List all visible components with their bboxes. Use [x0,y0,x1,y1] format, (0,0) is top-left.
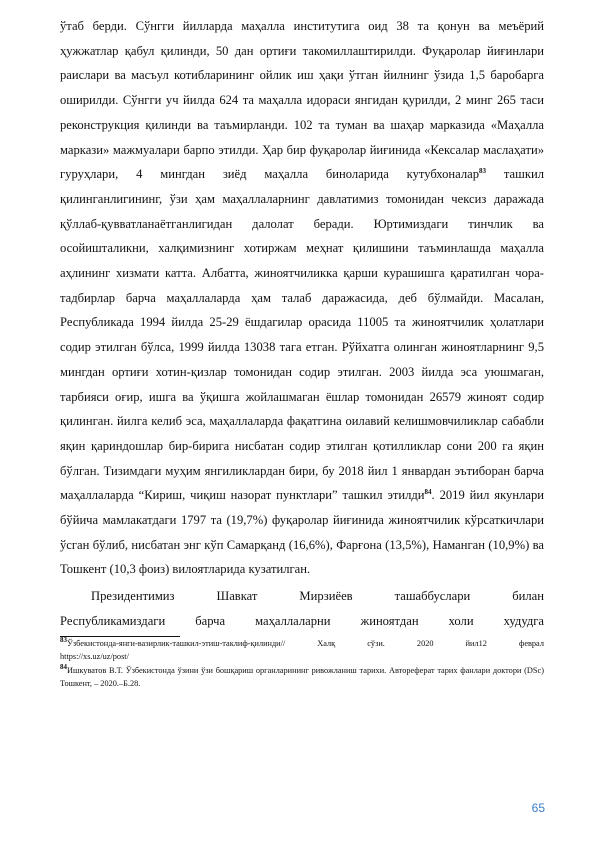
footnote-first-word [60,637,285,651]
footnote-number: 83 [60,635,67,644]
footnote-text: Ишкуватов В.Т. Ўзбекистонда ўзини ўзи бошқариш органларининг ривожланиш тарихи. Автореферат тарих фанлари доктори (DSc) Тошкент, – 2020.–Б.28. [60,665,544,689]
word: Президентимиз [91,589,175,604]
footnote-ref[interactable]: 83 [479,167,487,176]
paragraph-text: . 2019 йил якунлари бўйича мамлакатдаги 1797 та (19,7%) фуқаролар йиғинида жиноятчилик кўрсаткичлари ўсган бўлиб, нисбатан энг кўп Самарқанд (16,6%), Фарғона (13,5%), Наманган (10,9%) ва Тошкент (10,3 фоиз) вилоятларида кузатилган. [60,488,544,577]
word: Ўзбекистонда-янги-вазирлик-ташкил-этиш-таклиф-қилинди// [67,638,286,648]
footnote-number: 84 [60,662,67,671]
paragraph-line [60,584,544,609]
word: Шавкат [216,589,258,604]
footnote-ref[interactable]: 84 [424,488,432,497]
word: 2020 [416,638,434,648]
paragraph-text: ташкил қилинганлигининг, ўзи ҳам маҳаллаларнинг давлатимиз томонидан чексиз даражада қўллаб-қувватланаётганлигидан далолат беради. Юртимиздаги тинчлик ва осойишталикни, халқимизнинг хотиржам меҳнат қилишини таъминлашда маҳалла аҳлининг хизмати катта. Албатта, жиноятчиликка қарши курашишга қаратилган чора-тадбирлар барча маҳаллаларда ҳам талаб даражасида, деб бўлмайди. Масалан, Республикада 1994 йилда 25-29 ёшдагилар орасида 11005 та жиноятчилик ҳолатлари содир этилган бўлса, 1999 йилда 13038 тага етган. Рўйхатга олинган жиноятларнинг 9,5 мингдан ортиғи хотин-қизлар томонидан содир этилган. 2003 йилда эса уюшмаган, тарбияси оғир, ишга ва ўқишга жойлашмаган ёшлар томонидан 26579 жиноят содир қилинган. йилга келиб эса, маҳаллаларда фақатгина оилавий келишмовчиликлар сабабли яқин қариндошлар бир-бирига нисбатан содир этилган қотилликлар сони 200 га яқин бўлган. Тизимдаги муҳим янгиликлардан бири, бу 2018 йил 1 январдан эътиборан барча маҳаллаларда “Кириш, чиқиш назорат пунктлари” ташкил этилди [60,167,544,503]
page-number: 65 [531,801,545,815]
paragraph-text: ўтаб берди. Сўнгги йилларда маҳалла институтига оид 38 та қонун ва меъёрий ҳужжатлар қабул қилинди, 50 дан ортиғи такомиллаштирилди. Фуқаролар йиғинлари раислари ва масъул котибларининг ойлик иш ҳақи ўтган йилнинг ўзида 1,5 баробарга оширилди. Сўнгги уч йилда 624 та маҳалла идораси янгидан қурилди, 2 минг 265 таси реконструкция қилинди ва таъмирланди. 102 та туман ва шаҳар марказида «Маҳалла маркази» мажмуалари барпо этилди. Ҳар бир фуқаролар йиғинида «Кексалар маслаҳати» гуруҳлари, 4 мингдан зиёд маҳалла биноларида кутубхоналар [60,19,544,182]
word: Халқ [317,638,336,648]
word: феврал [518,638,544,648]
word: Республикамиздаги [60,613,166,628]
word: ташаббуслари [394,589,471,604]
word: билан [512,589,544,604]
word: холи [448,613,474,628]
word: сўзи. [367,638,385,648]
word: барча [195,613,226,628]
word: йил12 [465,638,487,648]
word: Мирзиёев [299,589,353,604]
word: маҳаллаларни [255,613,331,628]
footnote-url[interactable]: https://xs.uz/uz/post/ [60,652,129,662]
paragraph-line [60,609,544,634]
footnote-1 [60,637,544,664]
body-paragraph-2 [60,584,544,633]
word: худудга [503,613,544,628]
footnote-2 [60,664,544,691]
word: жиноятдан [360,613,419,628]
document-page [60,14,544,691]
body-paragraph [60,14,544,582]
footnote-line [60,637,544,651]
